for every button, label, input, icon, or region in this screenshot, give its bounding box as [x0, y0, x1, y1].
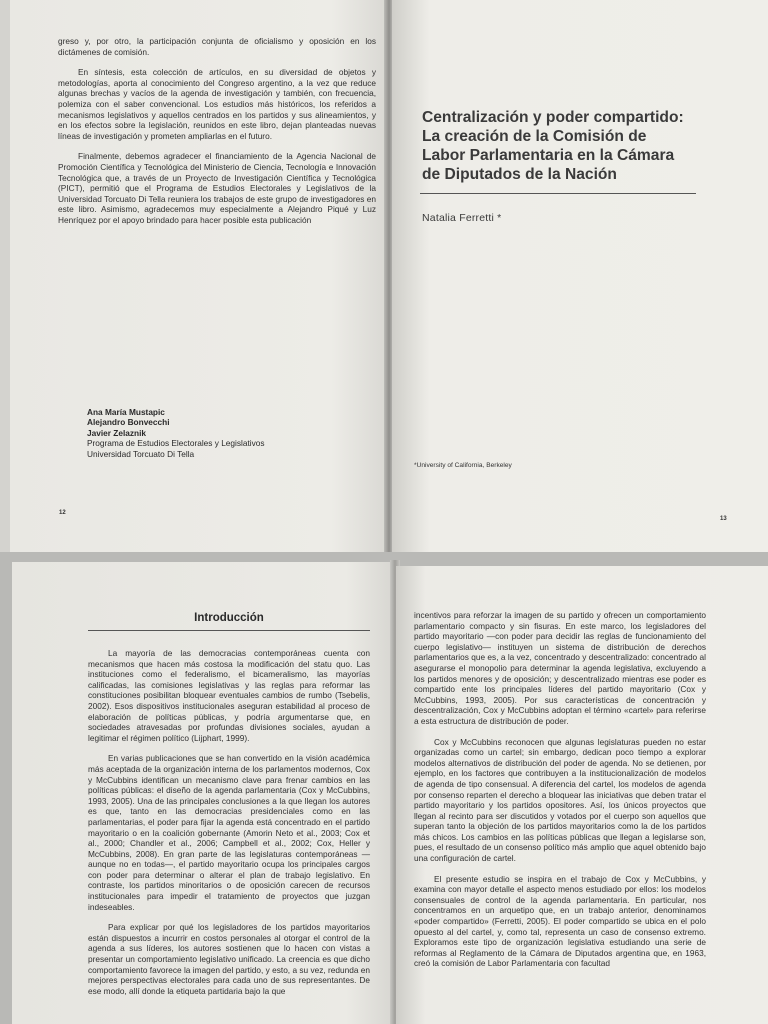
paragraph: Para explicar por qué los legisladores de los partidos mayoritarios están dispuestos a incurrir en costos personales al otorgar el control de la agenda a sus líderes, los autores sostienen que lo hacen con vistas a presentar un comportamiento legislativo unificado. La creencia es que dicho comportamiento favorece la imagen del partido, y esto, a su vez, redunda en mejores perspectivas electorales para cada uno de sus representantes. De ese modo, allí donde la etiqueta partidaria bajo la que	[88, 922, 370, 996]
author-name: Javier Zelaznik	[87, 427, 147, 438]
page-number: 12	[59, 510, 66, 516]
page-12	[10, 0, 388, 552]
paragraph: Finalmente, debemos agradecer el financiamiento de la Agencia Nacional de Promoción Científica y Tecnológica del Ministerio de Ciencia, Tecnología e Innovación Tecnológica que, a través de un Proyecto de Investigación Científica y Tecnológica (PICT), permitió que el Programa de Estudios Electorales y Legislativos de la Universidad Torcuato Di Tella reuniera los trabajos de este grupo de investigadores en este libro. Asimismo, agradecemos muy especialmente a Alejandro Piqué y Luz Henríquez por el apoyo brindado para hacer posible esta publicación	[58, 151, 376, 225]
paragraph: En síntesis, esta colección de artículos, en su diversidad de objetos y metodologías, aporta al conocimiento del Congreso argentino, a la vez que reduce algunas brechas y vacíos de la agenda de investigación y también, con frecuencia, polemiza con el saber convencional. Los estudios más históricos, los referidos a mecanismos legislativos y aquellos centrados en los partidos y sus alineamientos, y en los efectos sobre la legislación, reunidos en este libro, dejan planteadas nuevas líneas de investigación y prometen ampliarlas en el futuro.	[58, 67, 376, 141]
continuation-text	[414, 610, 706, 969]
section-heading: Introducción	[194, 612, 264, 624]
article-title-block	[422, 108, 692, 184]
paragraph: Cox y McCubbins reconocen que algunas legislaturas pueden no estar organizadas como un cartel; sin embargo, dedican poco tiempo a explorar modelos alternativos de distribución del poder de agenda. No se detienen, por ejemplo, en los factores que contribuyen a la institucionalización de modelos de agenda de tipo consensual. A diferencia del cartel, los modelos de agenda por consenso reparten el derecho a bloquear las iniciativas que deben tratar el partido mayoritario y los partidos opositores. Así, los únicos proyectos que llegan al recinto para ser discutidos y votados por el cuerpo son aquellos que superan tanto la objeción de los partidos mayoritarios como la de los partidos más chicos. Los cambios en las políticas públicas que llegan a legislarse son, pues, el resultado de un consenso político más amplio que aquel obtenido bajo una configuración de cartel.	[414, 736, 706, 864]
page-13	[392, 0, 768, 552]
heading-rule	[88, 630, 370, 631]
affiliation-line: Programa de Estudios Electorales y Legislativos	[87, 438, 265, 449]
author-name: Alejandro Bonvecchi	[87, 417, 170, 428]
affiliation-line: Universidad Torcuato Di Tella	[87, 448, 195, 459]
footnote: *University of California, Berkeley	[414, 462, 512, 469]
author-name: Ana María Mustapic	[87, 407, 165, 417]
paragraph: La mayoría de las democracias contemporáneas cuenta con mecanismos que hacen más costosa la modificación del statu quo. Las instituciones como el federalismo, el bicameralismo, las mayorías calificadas, las comisiones legislativas y las reglas para reformar las constituciones posibilitan bloquear eventuales cambios de rumbo (Tsebelis, 2002). Esos dispositivos institucionales aseguran estabilidad al proceso de elaboración de políticas públicas, y podría argumentarse que, en sociedades atravesadas por profundas divisiones sociales, ayudan a legitimar el régimen político (Lijphart, 1999).	[88, 648, 370, 743]
page-number: 13	[720, 516, 727, 522]
page-12-text	[58, 36, 376, 226]
article-title: Centralización y poder compartido: La creación de la Comisión de Labor Parlamentaria en la Cámara de Diputados de la Nación	[422, 109, 684, 183]
paragraph: En varias publicaciones que se han convertido en la visión académica más aceptada de la organización interna de los parlamentos modernos, Cox y McCubbins identifican un mecanismo clave para frenar cambios en las políticas públicas: el diseño de la agenda parlamentaria (Cox y McCubbins, 1993, 2005). Una de las principales conclusiones a la que llegan los autores es que, tanto en las democracias presidenciales como en las parlamentarias, el poder para fijar la agenda está concentrado en el partido mayoritario o en la coalición gobernante (Amorin Neto et al., 2003; Cox et al., 2000; Chandler et al., 2006; Campbell et al., 2002; Cox, Heller y McCubbins, 2008). En gran parte de las legislaturas contemporáneas —aunque no en todas—, el partido mayoritario ocupa los principales cargos con poder para determinar o alterar el plan de trabajo legislativo. En contraste, los partidos minoritarios o de oposición carecen de recursos institucionales para impedir el tratamiento de proyectos que juzgan indeseables.	[88, 753, 370, 912]
paragraph: El presente estudio se inspira en el trabajo de Cox y McCubbins, y examina con mayor detalle el aspecto menos estudiado por ellos: los modelos consensuales de control de la agenda parlamentaria. En particular, nos concentramos en un arquetipo que, en un trabajo anterior, denominamos «poder compartido» (Ferretti, 2005). El poder compartido se ubica en el polo opuesto al del cartel, y, como tal, representa un caso de consenso extremo. Exploramos este tipo de organización legislativa estudiando una serie de reformas al Reglamento de la Cámara de Diputados argentina que, en 1963, creó la comisión de Labor Parlamentaria con facultad	[414, 873, 706, 969]
page-introduccion	[12, 562, 392, 1024]
intro-text	[88, 648, 370, 996]
signature-block	[87, 407, 367, 459]
paragraph: greso y, por otro, la participación conjunta de oficialismo y oposición en los dictámenes de comisión.	[58, 36, 376, 57]
article-author: Natalia Ferretti *	[422, 212, 502, 224]
paragraph: incentivos para reforzar la imagen de su partido y ofrecen un comportamiento parlamentario compacto y sin fisuras. En este marco, los legisladores del partido mayoritario —con poder para decidir las reglas de funcionamiento del cuerpo legislativo— instituyen un sistema de distribución de derechos parlamentarios que es, a la vez, concentrado y descentralizado: concentrado al asegurarse el monopolio para determinar la agenda legislativa, excluyendo a los partidos menores y de oposición; y descentralizado mientras ese poder es compartido ente los principales líderes del partido mayoritario (Cox y McCubbins, 1993, 2005). Por sus características de concentración y descentralización, Cox y McCubbins adoptan el término «cartel» para referirse a esta estructura de distribución de poder.	[414, 610, 706, 726]
page-continuation	[396, 566, 768, 1024]
title-rule	[420, 193, 696, 194]
